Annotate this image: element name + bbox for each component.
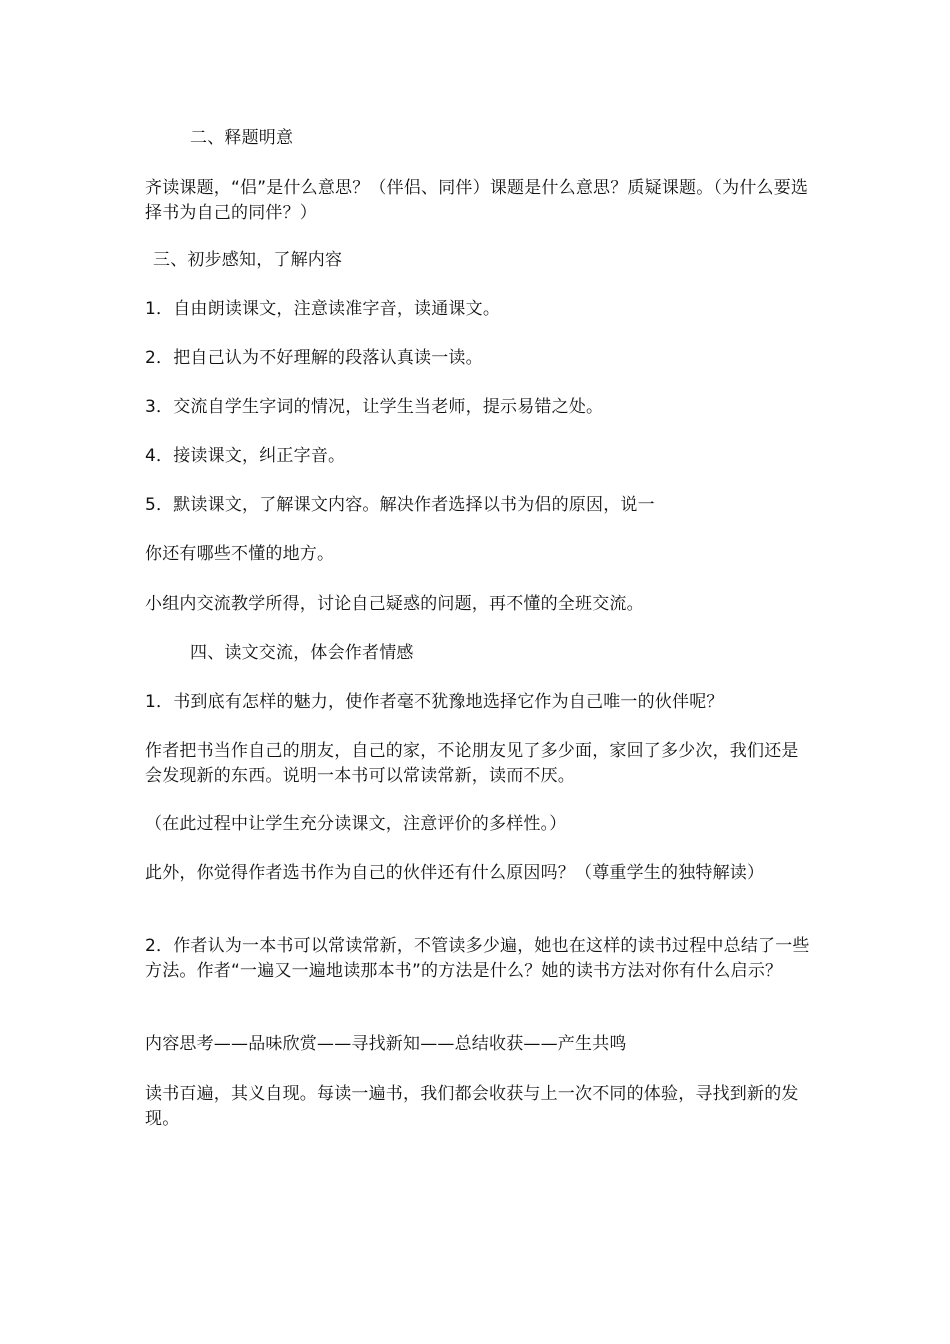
question-2: 2．作者认为一本书可以常读常新，不管读多少遍，她也在这样的读书过程中总结了一些方法。作者“一遍又一遍地读那本书”的方法是什么？她的读书方法对你有什么启示？ (145, 936, 810, 981)
paragraph-other-reasons: 此外，你觉得作者选书作为自己的伙伴还有什么原因吗？（尊重学生的独特解读） (145, 863, 765, 883)
section-heading-4: 四、读文交流，体会作者情感 (190, 643, 414, 663)
section-heading-3: 三、初步感知，了解内容 (153, 250, 343, 270)
section-heading-2: 二、释题明意 (190, 128, 294, 148)
paragraph-questions: 你还有哪些不懂的地方。 (145, 544, 335, 564)
paragraph-friend-home: 作者把书当作自己的朋友，自己的家，不论朋友见了多少面，家回了多少次，我们还是会发现新的东西。说明一本书可以常读常新，读而不厌。 (145, 741, 799, 786)
paragraph-group-discussion: 小组内交流教学所得，讨论自己疑惑的问题，再不懂的全班交流。 (145, 594, 644, 614)
list-item-4: 4．接读课文，纠正字音。 (145, 446, 346, 466)
paragraph-title-meaning: 齐读课题，“侣”是什么意思？（伴侣、同伴）课题是什么意思？质疑课题。（为什么要选择书为自己的同伴？） (145, 178, 809, 223)
list-item-3: 3．交流自学生字词的情况，让学生当老师，提示易错之处。 (145, 397, 604, 417)
paragraph-conclusion: 读书百遍，其义自现。每读一遍书，我们都会收获与上一次不同的体验，寻找到新的发现。 (145, 1084, 799, 1129)
paragraph-note-reading: （在此过程中让学生充分读课文，注意评价的多样性。） (145, 814, 567, 834)
list-item-1: 1．自由朗读课文，注意读准字音，读通课文。 (145, 299, 501, 319)
list-item-2: 2．把自己认为不好理解的段落认真读一读。 (145, 348, 483, 368)
paragraph-reading-steps: 内容思考——品味欣赏——寻找新知——总结收获——产生共鸣 (145, 1034, 627, 1054)
question-1: 1．书到底有怎样的魅力，使作者毫不犹豫地选择它作为自己唯一的伙伴呢？ (145, 692, 724, 712)
list-item-5: 5．默读课文，了解课文内容。解决作者选择以书为侣的原因，说一 (145, 495, 655, 515)
